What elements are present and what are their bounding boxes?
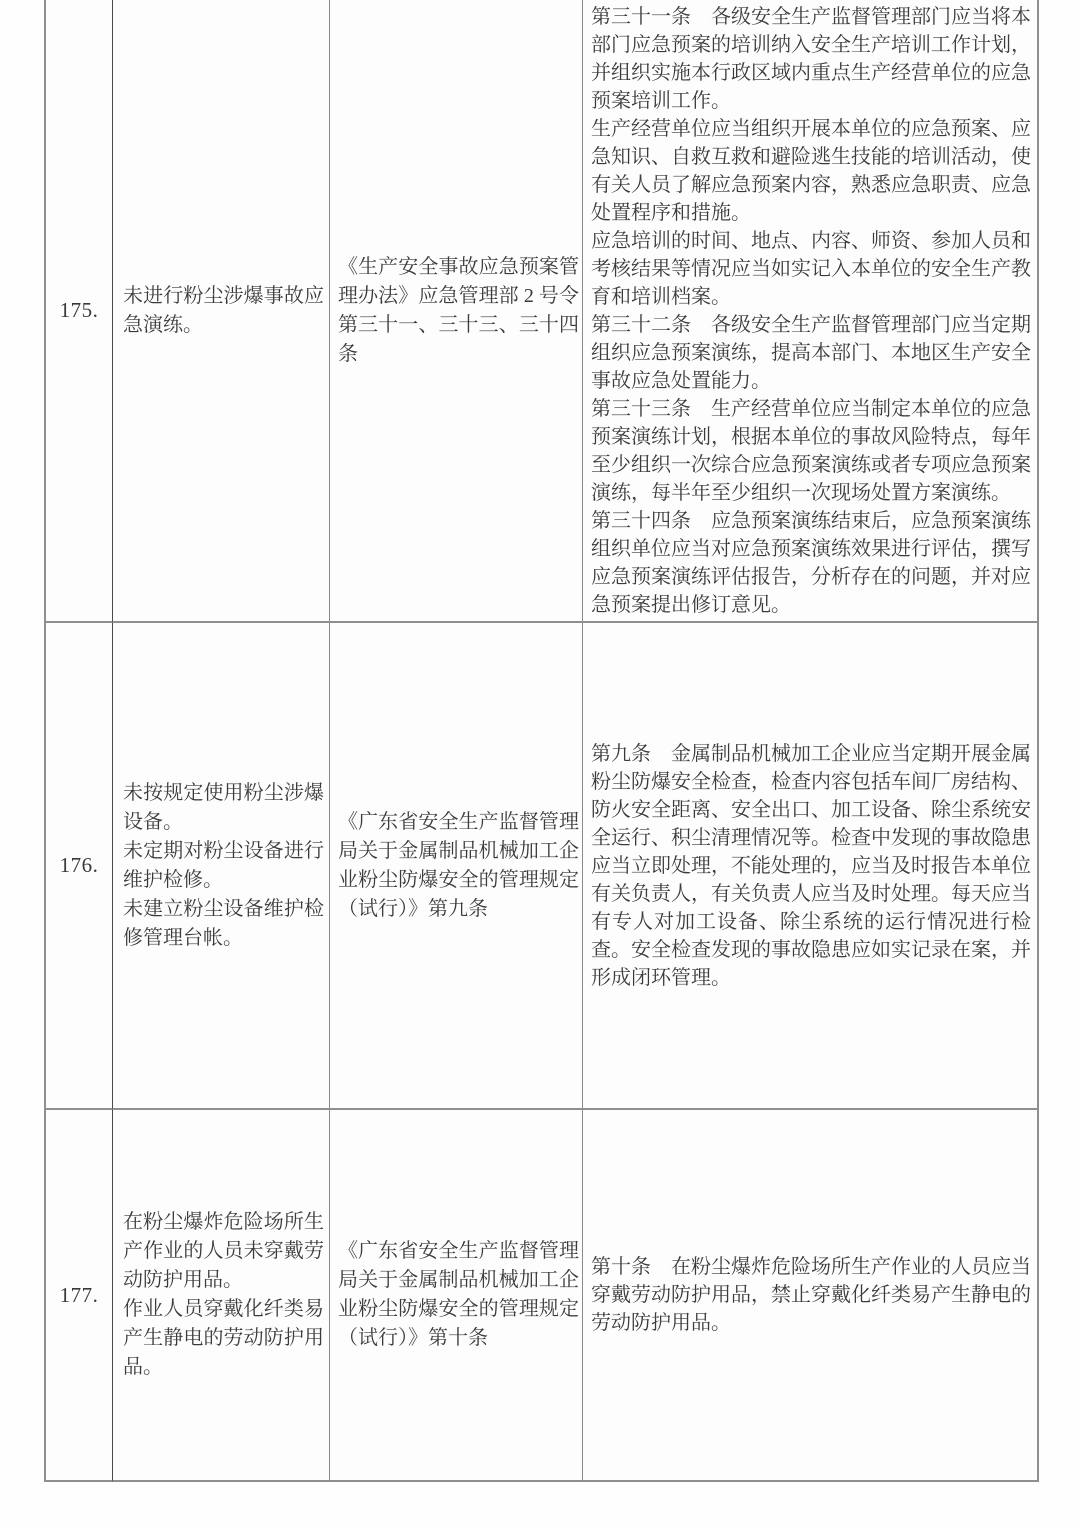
provision-cell: [583, 1110, 1039, 1482]
legal-basis-cell: [330, 0, 583, 623]
provision-paragraph: 第九条 金属制品机械加工企业应当定期开展金属粉尘防爆安全检查，检查内容包括车间厂房结构、防火安全距离、安全出口、加工设备、除尘系统安全运行、积尘清理情况等。检查中发现的事故隐患应当立即处理，不能处理的，应当及时报告本单位有关负责人，有关负责人应当及时处理。每天应当有专人对加工设备、除尘系统的运行情况进行检查。安全检查发现的事故隐患应如实记录在案，并形成闭环管理。: [591, 742, 1031, 989]
provision-cell: [583, 0, 1039, 623]
violation-item: 未进行粉尘涉爆事故应急演练。: [123, 284, 324, 336]
provision-paragraph: 第三十二条 各级安全生产监督管理部门应当定期组织应急预案演练，提高本部门、本地区生产安全事故应急处置能力。: [591, 313, 1031, 392]
violation-item: 在粉尘爆炸危险场所生产作业的人员未穿戴劳动防护用品。: [123, 1211, 324, 1291]
provision-paragraph: 第十条 在粉尘爆炸危险场所生产作业的人员应当穿戴劳动防护用品，禁止穿戴化纤类易产生静电的劳动防护用品。: [591, 1256, 1031, 1334]
violation-item: 作业人员穿戴化纤类易产生静电的劳动防护用品。: [123, 1298, 324, 1378]
table-row: [44, 623, 1039, 1110]
provision-cell: [583, 623, 1039, 1110]
table-row: [44, 1110, 1039, 1482]
legal-basis-text: 《广东省安全生产监督管理局关于金属制品机械加工企业粉尘防爆安全的管理规定（试行）》第十条: [338, 1240, 579, 1349]
row-number-cell: [44, 0, 113, 623]
violation-cell: [113, 623, 330, 1110]
row-number-cell: [44, 623, 113, 1110]
violation-item: 未建立粉尘设备维护检修管理台帐。: [123, 897, 324, 949]
regulation-table: [44, 0, 1039, 1482]
violation-item: 未定期对粉尘设备进行维护检修。: [123, 839, 324, 891]
provision-paragraph: 第三十三条 生产经营单位应当制定本单位的应急预案演练计划，根据本单位的事故风险特点，每年至少组织一次综合应急预案演练或者专项应急预案演练，每半年至少组织一次现场处置方案演练。: [591, 397, 1031, 504]
legal-basis-text: 《生产安全事故应急预案管理办法》应急管理部 2 号令第三十一、三十三、三十四条: [338, 255, 579, 365]
provision-paragraph: 应急培训的时间、地点、内容、师资、参加人员和考核结果等情况应当如实记入本单位的安全生产教育和培训档案。: [591, 229, 1031, 308]
provision-paragraph: 第三十一条 各级安全生产监督管理部门应当将本部门应急预案的培训纳入安全生产培训工作计划，并组织实施本行政区域内重点生产经营单位的应急预案培训工作。: [591, 5, 1031, 112]
provision-paragraph: 生产经营单位应当组织开展本单位的应急预案、应急知识、自救互救和避险逃生技能的培训活动，使有关人员了解应急预案内容，熟悉应急职责、应急处置程序和措施。: [591, 117, 1031, 224]
violation-item: 未按规定使用粉尘涉爆设备。: [123, 781, 324, 833]
table-row: [44, 0, 1039, 623]
violation-cell: [113, 0, 330, 623]
legal-basis-cell: [330, 623, 583, 1110]
legal-basis-cell: [330, 1110, 583, 1482]
provision-paragraph: 第三十四条 应急预案演练结束后，应急预案演练组织单位应当对应急预案演练效果进行评估，撰写应急预案演练评估报告，分析存在的问题，并对应急预案提出修订意见。: [591, 509, 1031, 616]
legal-basis-text: 《广东省安全生产监督管理局关于金属制品机械加工企业粉尘防爆安全的管理规定（试行）》第九条: [338, 810, 579, 920]
row-number: 176.: [59, 853, 99, 877]
row-number: 175.: [59, 298, 99, 322]
row-number: 177.: [59, 1282, 99, 1307]
violation-cell: [113, 1110, 330, 1482]
row-number-cell: [44, 1110, 113, 1482]
